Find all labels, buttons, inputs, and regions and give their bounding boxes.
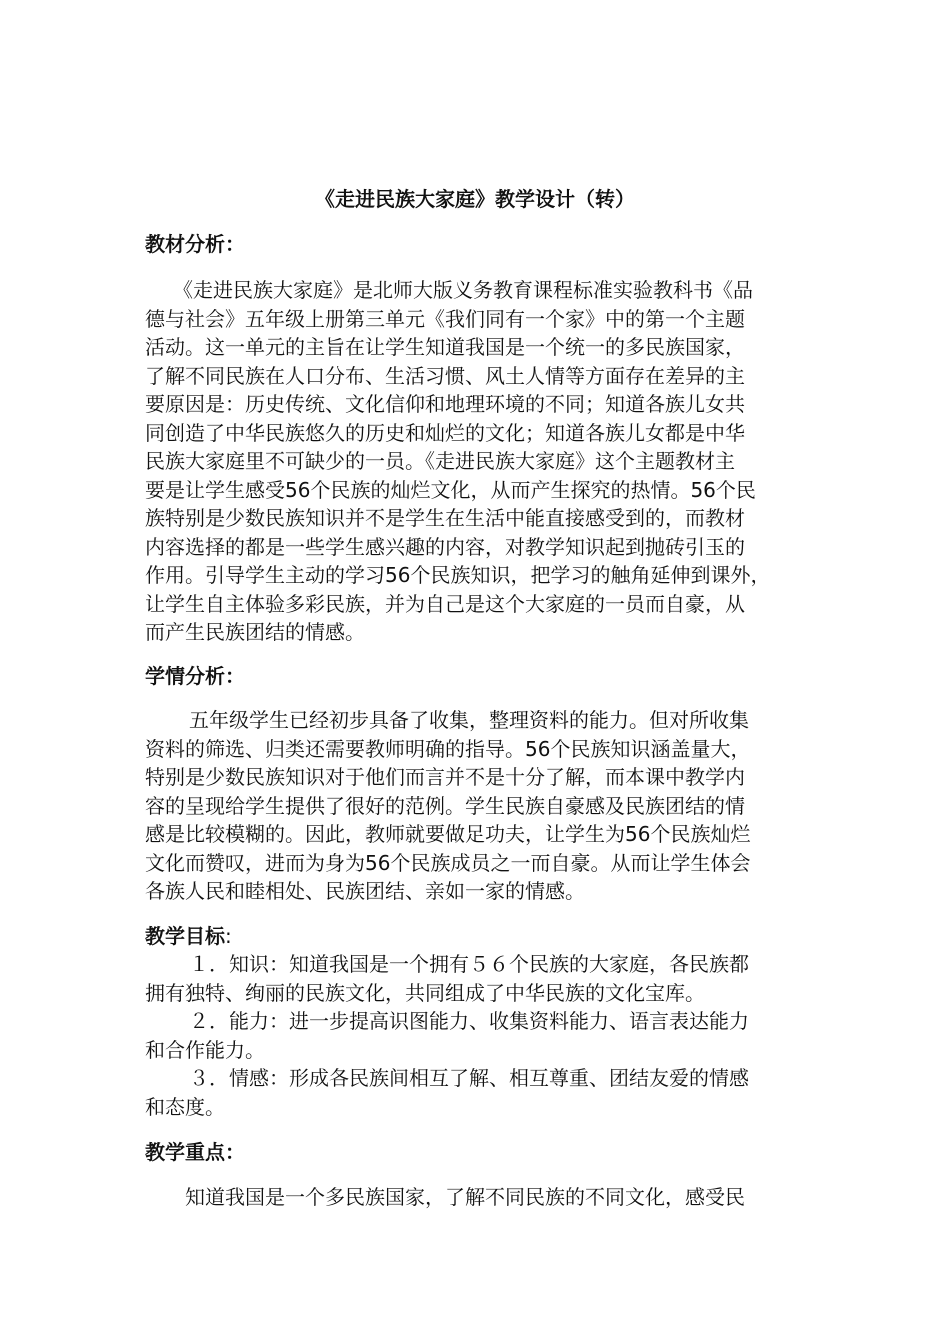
paragraph-line: 了解不同民族在人口分布、生活习惯、风土人情等方面存在差异的主 [145, 363, 745, 388]
paragraph-line: 族特别是少数民族知识并不是学生在生活中能直接感受到的，而教材 [145, 506, 745, 530]
goal-line: 拥有独特、绚丽的民族文化，共同组成了中华民族的文化宝库。 [145, 980, 705, 1005]
paragraph-line: 要是让学生感受56个民族的灿烂文化，从而产生探究的热情。56个民 [145, 477, 756, 502]
document-title: 《走进民族大家庭》教学设计（转） [315, 187, 635, 211]
paragraph-line: 让学生自主体验多彩民族，并为自己是这个大家庭的一员而自豪，从 [145, 591, 745, 616]
section-heading-goals-colon: : [225, 924, 232, 948]
paragraph-line: 《走进民族大家庭》是北师大版义务教育课程标准实验教科书《品 [173, 278, 753, 302]
section-heading-goals [145, 921, 232, 951]
paragraph-line: 资料的筛选、归类还需要教师明确的指导。56个民族知识涵盖量大， [145, 736, 751, 761]
goal-line: １．知识：知道我国是一个拥有５６个民族的大家庭，各民族都 [189, 952, 749, 976]
goal-line: ２．能力：进一步提高识图能力、收集资料能力、语言表达能力 [189, 1009, 749, 1033]
paragraph-line: 要原因是：历史传统、文化信仰和地理环境的不同；知道各族儿女共 [145, 392, 745, 416]
paragraph-line: 各族人民和睦相处、民族团结、亲如一家的情感。 [145, 879, 585, 903]
goal-line: 和合作能力。 [145, 1037, 265, 1062]
paragraph-line: 特别是少数民族知识对于他们而言并不是十分了解，而本课中教学内 [145, 765, 745, 789]
section-heading-goals-text: 教学目标 [145, 924, 225, 948]
paragraph-line: 活动。这一单元的主旨在让学生知道我国是一个统一的多民族国家， [145, 335, 745, 359]
section-heading-materials: 教材分析： [145, 232, 245, 256]
section-heading-focus: 教学重点： [145, 1140, 245, 1164]
paragraph-line: 容的呈现给学生提供了很好的范例。学生民族自豪感及民族团结的情 [145, 793, 745, 818]
paragraph-line: 知道我国是一个多民族国家，了解不同民族的不同文化，感受民 [185, 1185, 745, 1209]
goal-line: 和态度。 [145, 1094, 225, 1119]
paragraph-line: 而产生民族团结的情感。 [145, 620, 365, 644]
paragraph-line: 德与社会》五年级上册第三单元《我们同有一个家》中的第一个主题 [145, 306, 745, 331]
paragraph-line: 文化而赞叹，进而为身为56个民族成员之一而自豪。从而让学生体会 [145, 850, 751, 875]
section-heading-students: 学情分析： [145, 664, 245, 688]
paragraph-line: 感是比较模糊的。因此，教师就要做足功夫，让学生为56个民族灿烂 [145, 822, 751, 846]
paragraph-line: 同创造了中华民族悠久的历史和灿烂的文化；知道各族儿女都是中华 [145, 420, 745, 445]
paragraph-line: 内容选择的都是一些学生感兴趣的内容，对教学知识起到抛砖引玉的 [145, 534, 745, 559]
paragraph-line: 作用。引导学生主动的学习56个民族知识，把学习的触角延伸到课外， [145, 563, 771, 587]
paragraph-line: 五年级学生已经初步具备了收集，整理资料的能力。但对所收集 [189, 708, 749, 732]
goal-line: ３．情感：形成各民族间相互了解、相互尊重、团结友爱的情感 [189, 1066, 749, 1090]
paragraph-line: 民族大家庭里不可缺少的一员。《走进民族大家庭》这个主题教材主 [145, 449, 735, 473]
